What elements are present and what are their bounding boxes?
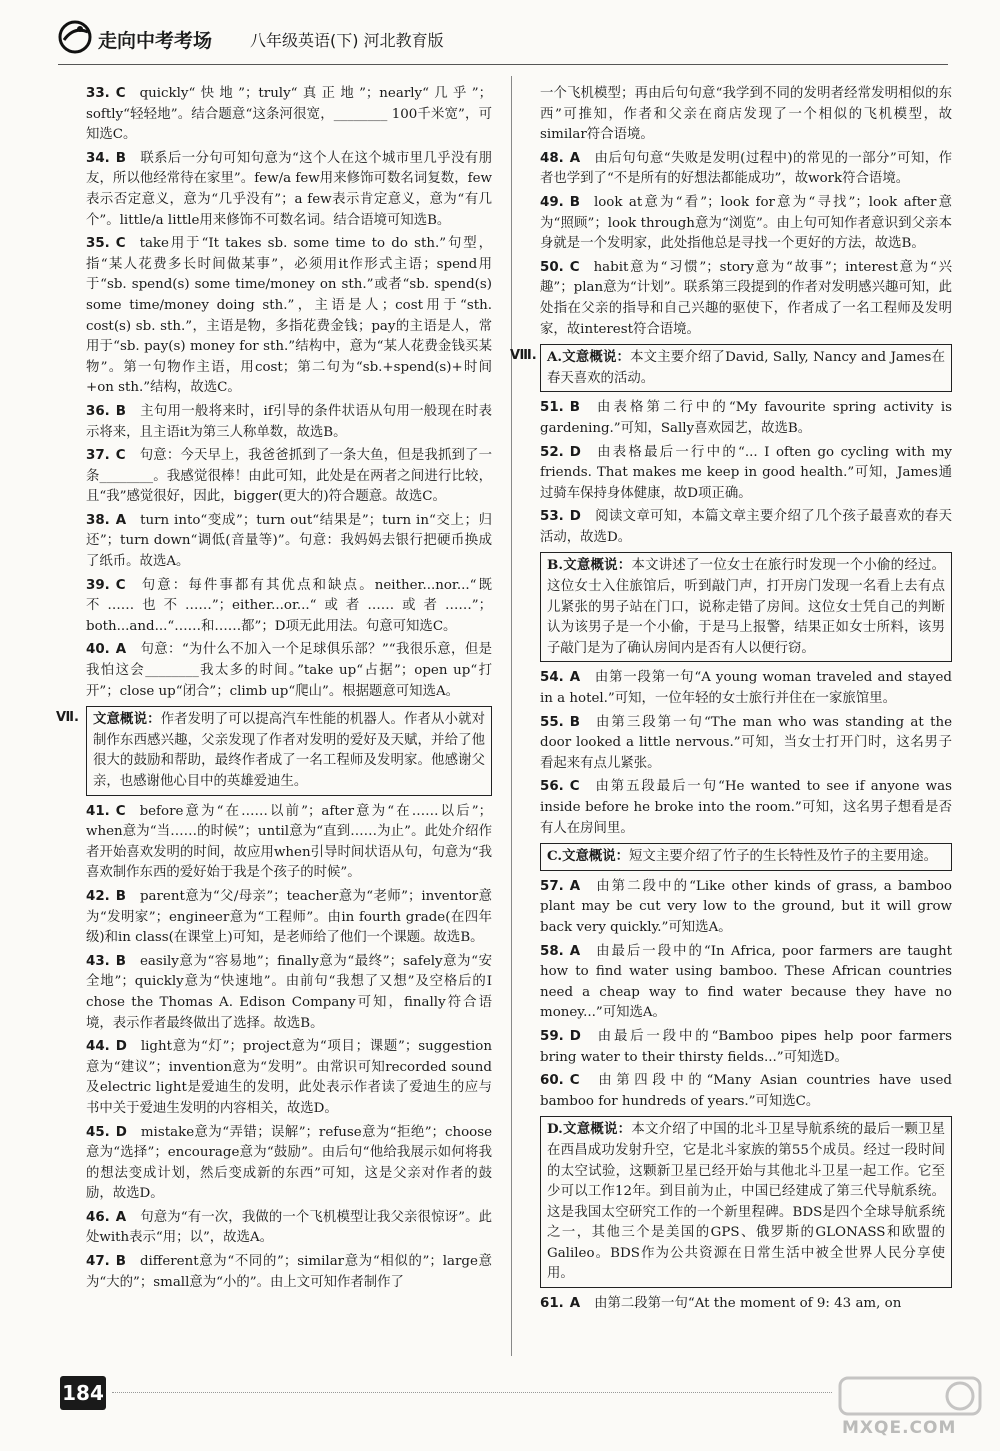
question-number: 45. (86, 1124, 110, 1140)
explanation-text: turn into“变成”；turn out“结果是”；turn in“交上；归还”；turn down“调低(音量等)”。句意：我妈妈去银行把硬币换成了纸币。故选A。 (86, 512, 492, 570)
answer-item (86, 402, 492, 443)
answer-letter: A (569, 670, 581, 686)
summary-title: B.文意概说： (547, 557, 632, 574)
question-number: 44. (86, 1039, 110, 1055)
explanation-text: 句意：今天早上，我爸爸抓到了一条大鱼，但是我抓到了一条________。我感觉很棒！由此可知，此处是在两者之间进行比较，且“我”感觉很好，因此，bigger(更大的)符合题意。故选C。 (86, 448, 492, 505)
summary-section (56, 706, 492, 795)
answer-letter: D (569, 1028, 581, 1044)
question-number: 55. (540, 714, 564, 730)
answer-item (540, 443, 952, 505)
answer-letter: B (569, 714, 580, 730)
question-number: 58. (540, 943, 564, 959)
answer-letter: C (115, 236, 126, 252)
answer-item (86, 1252, 492, 1293)
summary-title: D.文意概说： (547, 1121, 632, 1138)
answer-letter: A (115, 1209, 127, 1225)
explanation-text: look at意为“看”；look for意为“寻找”；look after意为“照顾”；look through意为“浏览”。由上句可知作者意识到父亲本身就是一个发明家，此处指他总是寻找一个更好的方法，故选B。 (540, 194, 952, 252)
explanation-text: 由第二段中的“Like other kinds of grass, a bamboo plant may be cut very low to the ground, but it will grow back very quickly.”可知选A。 (540, 878, 952, 935)
question-number: 47. (86, 1254, 110, 1270)
question-number: 33. (86, 86, 110, 101)
explanation-text: 由第五段最后一句“He wanted to see if anyone was inside before he broke into the room.”可知，这名男子想看是否有人在房间里。 (540, 779, 952, 836)
answer-item (86, 1123, 492, 1205)
answer-item (540, 398, 952, 439)
section-roman-numeral: Ⅷ. (510, 348, 537, 364)
question-number: 61. (540, 1296, 564, 1312)
answer-item (86, 1037, 492, 1119)
brand-title: 走向中考考场 (98, 30, 213, 52)
question-number: 59. (540, 1028, 564, 1044)
explanation-text: before意为“在……以前”；after意为“在……以后”；when意为“当……的时候”；until意为“直到……为止”。此处介绍作者开始喜欢发明的时间，故应用when引导时间状语从句，句意为“我喜欢制作东西的爱好始于我是个孩子的时候”。 (86, 803, 492, 881)
explanation-text: quickly“快地”；truly“真正地”；nearly“几乎”；softly“轻轻地”。结合题意“这条河很宽，________ 100千米宽”，可知选C。 (86, 86, 492, 143)
book-subtitle: 八年级英语(下) 河北教育版 (250, 31, 444, 50)
watermark-text: MXQE.COM (842, 1418, 957, 1438)
explanation-text: 句意：每件事都有其优点和缺点。neither...nor...“既不……也不……”；either...or...“或者……或者……”；both...and...“……和……都”；D项无此用法。句意可知选C。 (86, 577, 492, 634)
summary-box (540, 1116, 952, 1288)
answer-letter: C (569, 779, 580, 795)
question-number: 52. (540, 444, 564, 460)
explanation-text: habit意为“习惯”；story意为“故事”；interest意为“兴趣”；plan意为“计划”。联系第三段提到的作者对发明感兴趣可知，此处指在父亲的指导和自己兴趣的驱使下，作者成了一名工程师及发明家，故interest符合语境。 (540, 259, 952, 337)
summary-section (540, 843, 952, 871)
summary-title: A.文意概说： (547, 349, 631, 366)
question-number: 35. (86, 236, 110, 252)
answer-letter: B (115, 403, 126, 419)
answer-item (540, 877, 952, 939)
answer-letter: A (569, 943, 581, 959)
answer-item (540, 1071, 952, 1112)
answer-letter: B (569, 400, 580, 416)
summary-box (540, 552, 952, 662)
summary-text: 本文讲述了一位女士在旅行时发现一个小偷的经过。这位女士入住旅馆后，听到敲门声，打开房门发现一名看上去有点儿紧张的男子站在门口，说称走错了房间。这位女士凭自己的判断认为该男子是一个小偷，于是马上报警，结果正如女士所料，该男子敲门是为了确认房间内是否有人以便行窃。 (547, 558, 945, 656)
answer-letter: A (569, 1296, 581, 1312)
answer-item (86, 1208, 492, 1249)
explanation-text: 由表格最后一行中的“... I often go cycling with my friends. That makes me keep in good health.”可知，James通过骑车保持身体健康，故D项正确。 (540, 444, 952, 501)
summary-text: 本文介绍了中国的北斗卫星导航系统的最后一颗卫星在西昌成功发射升空，它是北斗家族的第55个成员。经过一段时间的太空试验，这颗新卫星已经开始与其他北斗卫星一起工作。它至少可以工作12年。到目前为止，中国已经建成了第三代导航系统。这是我国太空研究工作的一个新里程碑。BDS是四个全球导航系统之一，其他三个是美国的GPS、俄罗斯的GLONASS和欧盟的Galileo。BDS作为公共资源在日常生活中被全世界人民分享使用。 (547, 1122, 946, 1282)
explanation-text: 由最后一段中的“Bamboo pipes help poor farmers bring water to their thirsty fields...”可知选D。 (540, 1028, 952, 1065)
summary-box (540, 344, 952, 392)
summary-section (540, 552, 952, 662)
explanation-text: 由后句句意“失败是发明(过程中)的常见的一部分”可知，作者也学到了“不是所有的好想法都能成功”，故work符合语境。 (540, 150, 952, 187)
answer-item (86, 234, 492, 399)
answer-letter: D (569, 509, 581, 525)
runner-logo-icon (58, 20, 92, 54)
answer-letter: D (115, 1124, 127, 1140)
answer-letter: A (569, 150, 581, 166)
question-number: 54. (540, 670, 564, 686)
answer-item (540, 668, 952, 709)
answer-letter: D (569, 444, 581, 460)
explanation-text: take用于“It takes sb. some time to do sth.”句型，指“某人花费多长时间做某事”，必须用it作形式主语；spend用于“sb. spend(s) some time/money on sth.”或者“sb. spend(s) some time/money doing sth.”，主语是人；cost用于“sth. cost(s) sb. sth.”，主语是物，多指花费金钱；pay的主语是人，常用于“sb. pay(s) money for sth.”结构中，意为“某人花费金钱买某物”。第一句物作主语，用cost；第二句为“sb.+spend(s)+时间+on sth.”结构，故选C。 (86, 236, 492, 396)
question-number: 34. (86, 150, 110, 166)
explanation-text: 由第一段第一句“A young woman traveled and stayed in a hotel.”可知，一位年轻的女士旅行并住在一家旅馆里。 (540, 670, 952, 707)
answer-item (540, 1027, 952, 1068)
question-number: 53. (540, 509, 564, 525)
answer-item (86, 84, 492, 146)
answer-letter: B (115, 953, 126, 969)
explanation-text: 联系后一分句可知句意为“这个人在这个城市里几乎没有朋友，所以他经常待在家里”。few/a few用来修饰可数名词复数，few表示否定意义，意为“几乎没有”；a few表示肯定意义，意为“有几个”。little/a little用来修饰不可数名词。结合语境可知选B。 (86, 150, 492, 228)
footer-rule (112, 1392, 832, 1393)
answer-letter: B (115, 888, 126, 904)
summary-text: 短文主要介绍了竹子的生长特性及竹子的主要用途。 (629, 849, 938, 865)
explanation-text: 句意为“有一次，我做的一个飞机模型让我父亲很惊讶”。此处with表示“用；以”，故选A。 (86, 1209, 492, 1246)
answer-item (86, 149, 492, 231)
summary-text: 本文主要介绍了David, Sally, Nancy and James在春天喜欢的活动。 (547, 350, 945, 386)
question-number: 36. (86, 403, 110, 419)
answer-letter: C (115, 86, 126, 101)
answer-letter: C (115, 448, 126, 464)
summary-box (540, 843, 952, 871)
answer-letter: B (115, 1254, 126, 1270)
explanation-text: parent意为“父/母亲”；teacher意为“老师”；inventor意为“发明家”；engineer意为“工程师”。由in fourth grade(在四年级)和in class(在课堂上)可知，是老师给了他们一个课题。故选B。 (86, 888, 492, 946)
question-number: 57. (540, 878, 564, 894)
explanation-text: 由第四段中的“Many Asian countries have used bamboo for hundreds of years.”可知选C。 (540, 1073, 952, 1109)
continued-text: 一个飞机模型；再由后句句意“我学到不同的发明者经常发明相似的东西”可推知，作者和父亲在商店发现了一个相似的飞机模型，故similar符合语境。 (540, 86, 952, 143)
answer-item (540, 149, 952, 190)
summary-section (540, 1116, 952, 1288)
watermark-logo (836, 1372, 986, 1442)
page-header (58, 20, 958, 60)
question-number: 43. (86, 953, 110, 969)
answer-letter: C (115, 577, 126, 593)
question-number: 38. (86, 512, 110, 528)
explanation-text: 主句用一般将来时，if引导的条件状语从句用一般现在时表示将来，且主语it为第三人称单数，故选B。 (86, 403, 492, 440)
question-number: 56. (540, 779, 564, 795)
answer-item (540, 193, 952, 255)
answer-letter: B (569, 194, 580, 210)
answer-item (86, 802, 492, 884)
question-number: 37. (86, 448, 110, 464)
header-rule (58, 64, 948, 65)
question-number: 50. (540, 259, 564, 275)
question-number: 41. (86, 803, 110, 819)
answer-letter: C (569, 259, 580, 275)
answer-item (86, 576, 492, 638)
explanation-text: light意为“灯”；project意为“项目；课题”；suggestion意为“建议”；invention意为“发明”。由常识可知recorded sound及electric light是爱迪生的发明，此处表示作者读了爱迪生的应与书中关于爱迪生发明的内容相关，故选D。 (86, 1039, 492, 1116)
answer-letter: C (115, 803, 126, 819)
answer-item (540, 507, 952, 548)
answer-item (86, 446, 492, 508)
summary-title: 文意概说： (93, 711, 161, 728)
summary-section (510, 344, 952, 392)
summary-title: C.文意概说： (547, 848, 630, 865)
question-number: 48. (540, 150, 564, 166)
question-number: 40. (86, 642, 110, 658)
answer-letter: A (569, 878, 581, 894)
summary-text: 作者发明了可以提高汽车性能的机器人。作者从小就对制作东西感兴趣，父亲发现了作者对发明的爱好及天赋，并给了他很大的鼓励和帮助，最终作者成了一名工程师及发明家。他感谢父亲，也感谢他心目中的英雄爱迪生。 (93, 712, 485, 789)
column-divider (511, 76, 512, 1356)
question-number: 46. (86, 1209, 110, 1225)
answer-item (540, 713, 952, 775)
question-number: 39. (86, 577, 110, 593)
question-number: 42. (86, 888, 110, 904)
answer-item (540, 1294, 952, 1315)
question-number: 51. (540, 400, 564, 416)
explanation-text: different意为“不同的”；similar意为“相似的”；large意为“大的”；small意为“小的”。由上文可知作者制作了 (86, 1254, 492, 1290)
left-column (56, 84, 492, 1296)
explanation-text: easily意为“容易地”；finally意为“最终”；safely意为“安全地”；quickly意为“快速地”。由前句“我想了又想”及空格后的I chose the Thomas A. Edison Company可知，finally符合语境，表示作者最终做出了选择。故选B。 (86, 953, 492, 1031)
answer-letter: C (569, 1073, 580, 1089)
answer-letter: A (115, 642, 127, 658)
answer-item (540, 942, 952, 1024)
answer-item (86, 952, 492, 1034)
explanation-text: 由最后一段中的“In Africa, poor farmers are taught how to find water using bamboo. These African countries need a cheap way to find water because they have no money...”可知选A。 (540, 943, 952, 1021)
answer-item (540, 258, 952, 340)
watermark-stamp-icon (836, 1372, 986, 1418)
answer-letter: D (115, 1039, 127, 1055)
section-roman-numeral: Ⅶ. (56, 710, 79, 726)
answer-item (540, 777, 952, 839)
answer-letter: B (115, 150, 126, 166)
explanation-text: 由第二段第一句“At the moment of 9: 43 am, on (594, 1296, 902, 1312)
answer-item (86, 640, 492, 702)
explanation-text: 句意：“为什么不加入一个足球俱乐部？”“我很乐意，但是我怕这会________我太多的时间。”take up“占据”；open up“打开”；close up“闭合”；climb up“爬山”。根据题意可知选A。 (86, 642, 492, 699)
answer-item (86, 887, 492, 949)
explanation-text: 由第三段第一句“The man who was standing at the door looked a little nervous.”可知，当女士打开门时，这名男子看起来有点儿紧张。 (540, 714, 952, 771)
answer-letter: A (115, 512, 127, 528)
summary-box (86, 706, 492, 795)
explanation-text: mistake意为“弄错；误解”；refuse意为“拒绝”；choose意为“选择”；encourage意为“鼓励”。由后句“他给我展示如何将我的想法变成计划，然后变成新的东西”可知，这是父亲对作者的鼓励，故选D。 (86, 1124, 492, 1202)
question-number: 49. (540, 194, 564, 210)
right-column (510, 84, 952, 1318)
explanation-text: 由表格第二行中的“My favourite spring activity is gardening.”可知，Sally喜欢园艺，故选B。 (540, 400, 952, 436)
explanation-text: 阅读文章可知，本篇文章主要介绍了几个孩子最喜欢的春天活动，故选D。 (540, 509, 952, 545)
page-number: 184 (60, 1376, 106, 1410)
question-number: 60. (540, 1073, 564, 1089)
answer-item (86, 511, 492, 573)
